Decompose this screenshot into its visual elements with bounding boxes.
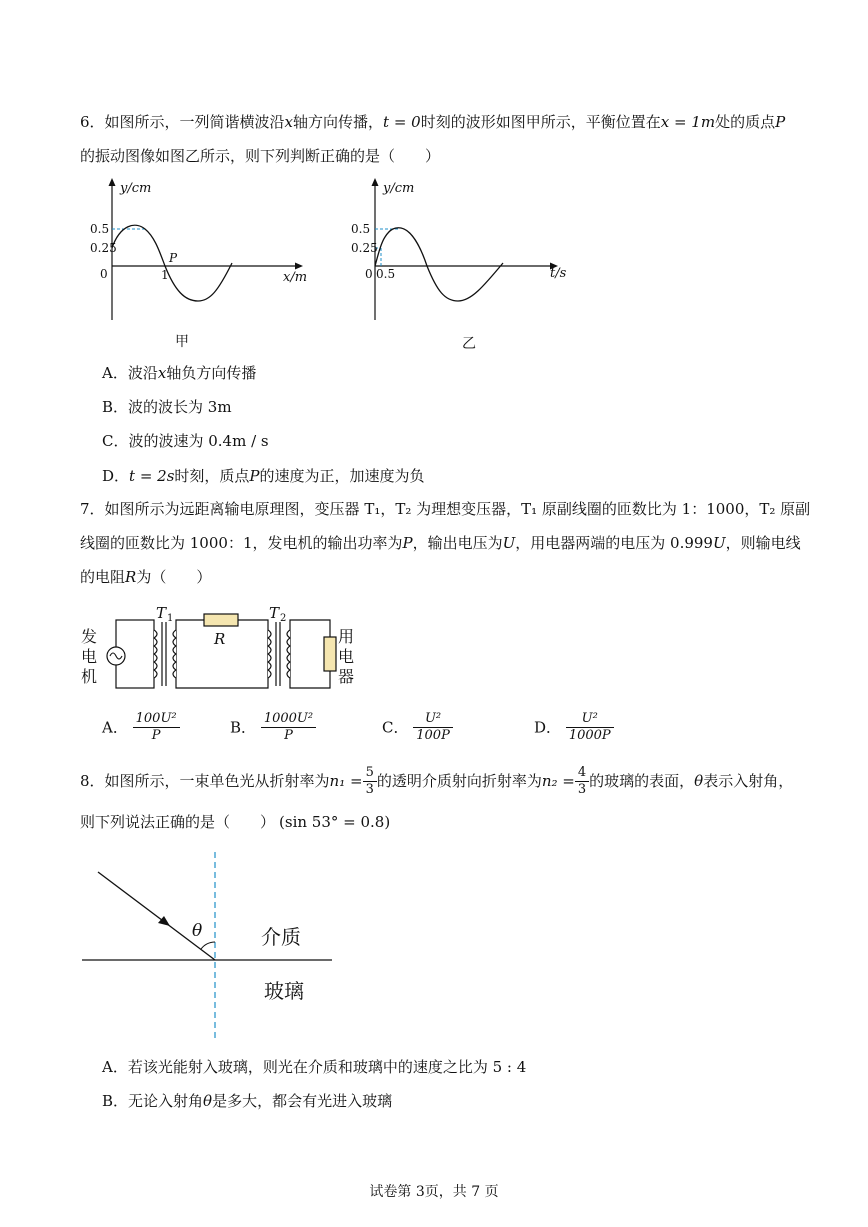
q6-option-a: A．波沿x轴负方向传播 [102, 364, 257, 382]
generator-label-3: 机 [81, 667, 98, 686]
tick-t-0.5: 0.5 [376, 267, 396, 281]
tick-1: 1 [161, 268, 169, 282]
generator-label-2: 电 [81, 647, 98, 666]
q8-option-b: B．无论入射角θ是多大，都会有光进入玻璃 [102, 1092, 393, 1110]
q8-refraction-diagram [78, 848, 348, 1043]
n1-fraction: $\frac{5}{3}$ [363, 765, 377, 798]
t1-secondary-coil [173, 630, 176, 678]
q8-stem-line2: 则下列说法正确的是（ ） (sin 53° = 0.8) [80, 813, 391, 831]
x-axis-label: x/m [283, 270, 308, 285]
load-label-3: 器 [338, 667, 355, 686]
q8-stem-line1: 8．如图所示，一束单色光从折射率为n₁ = $\frac{5}{3}$ 的透明介质射向折射率为n₂ = $\frac{4}{3}$ 的玻璃的表面，θ表示入射角， [80, 764, 794, 797]
q6-option-b: B．波的波长为 3m [102, 398, 232, 416]
q6-stem-line2: 的振动图像如图乙所示，则下列判断正确的是（ ） [80, 147, 441, 165]
q7-option-d: D． $\frac{\text{U²}}{1000P}$ [534, 711, 614, 744]
y-axis-label: y/cm [383, 181, 415, 196]
q6-caption-a: 甲 [175, 334, 189, 350]
fraction: $\frac{\text{U²}}{100P}$ [413, 711, 453, 744]
fraction: $\frac{\text{1000U²}}{P}$ [261, 711, 316, 744]
q7-stem-line1: 7．如图所示为远距离输电原理图，变压器 T₁，T₂ 为理想变压器，T₁ 原副线圈的匝数比为 1：1000，T₂ 原副 [80, 500, 811, 518]
q7-option-a: A． $\frac{\text{100U²}}{P}$ [102, 711, 180, 744]
t2-primary-coil [268, 630, 271, 678]
angle-arc [201, 942, 215, 949]
tick-0.5: 0.5 [351, 222, 371, 236]
q6-option-d: D．t = 2s时刻，质点P的速度为正，加速度为负 [102, 467, 425, 485]
y-axis-arrow [372, 178, 379, 186]
t2-label: T [269, 604, 280, 622]
load-label-1: 用 [338, 627, 355, 646]
origin-label: 0 [365, 267, 373, 281]
vibration-curve [375, 228, 503, 301]
medium-label: 介质 [261, 925, 301, 949]
page-footer: 试卷第 3页，共 7 页 [369, 1184, 499, 1200]
q6-wave-figure-a [90, 175, 320, 325]
theta-label: θ [192, 921, 203, 941]
origin-label: 0 [100, 267, 108, 281]
y-axis-arrow [109, 178, 116, 186]
t1-subscript: 1 [167, 613, 174, 624]
incident-arrow [158, 916, 170, 926]
q7-option-c: C． $\frac{\text{U²}}{100P}$ [382, 711, 453, 744]
q7-circuit-diagram [78, 604, 368, 696]
q6-vibration-figure-b [345, 175, 575, 325]
tick-0.25: 0.25 [351, 241, 378, 255]
tick-0.5: 0.5 [90, 222, 110, 236]
resistor-r [204, 614, 238, 626]
x-axis-label: t/s [550, 266, 567, 281]
tick-0.25: 0.25 [90, 241, 117, 255]
x-axis-arrow [295, 263, 303, 270]
load-label-2: 电 [338, 647, 355, 666]
incident-ray [98, 872, 215, 960]
q7-stem-line3: 的电阻R为（ ） [80, 568, 212, 586]
q8-option-a: A．若该光能射入玻璃，则光在介质和玻璃中的速度之比为 5 : 4 [102, 1058, 527, 1076]
point-p-label: P [169, 251, 178, 265]
t1-primary-coil [154, 630, 157, 678]
q7-stem-line2: 线圈的匝数比为 1000：1，发电机的输出功率为P，输出电压为U，用电器两端的电压为 0.999U，则输电线 [80, 534, 801, 552]
q6-caption-b: 乙 [462, 336, 476, 352]
load-appliance [324, 637, 336, 671]
fraction: $\frac{\text{100U²}}{P}$ [133, 711, 180, 744]
t2-secondary-coil [287, 630, 290, 678]
y-axis-label: y/cm [120, 181, 152, 196]
q7-option-b: B． $\frac{\text{1000U²}}{P}$ [230, 711, 316, 744]
t2-subscript: 2 [280, 613, 287, 624]
generator-label-1: 发 [81, 627, 98, 646]
n2-fraction: $\frac{4}{3}$ [575, 765, 589, 798]
glass-label: 玻璃 [264, 979, 304, 1003]
t1-label: T [156, 604, 167, 622]
resistor-label: R [214, 630, 226, 648]
q6-option-c: C．波的波速为 0.4m / s [102, 432, 269, 450]
q6-stem-line1: 6．如图所示，一列简谐横波沿x轴方向传播，t = 0时刻的波形如图甲所示，平衡位置在x = 1m处的质点P [80, 113, 786, 131]
fraction: $\frac{\text{U²}}{1000P}$ [566, 711, 614, 744]
